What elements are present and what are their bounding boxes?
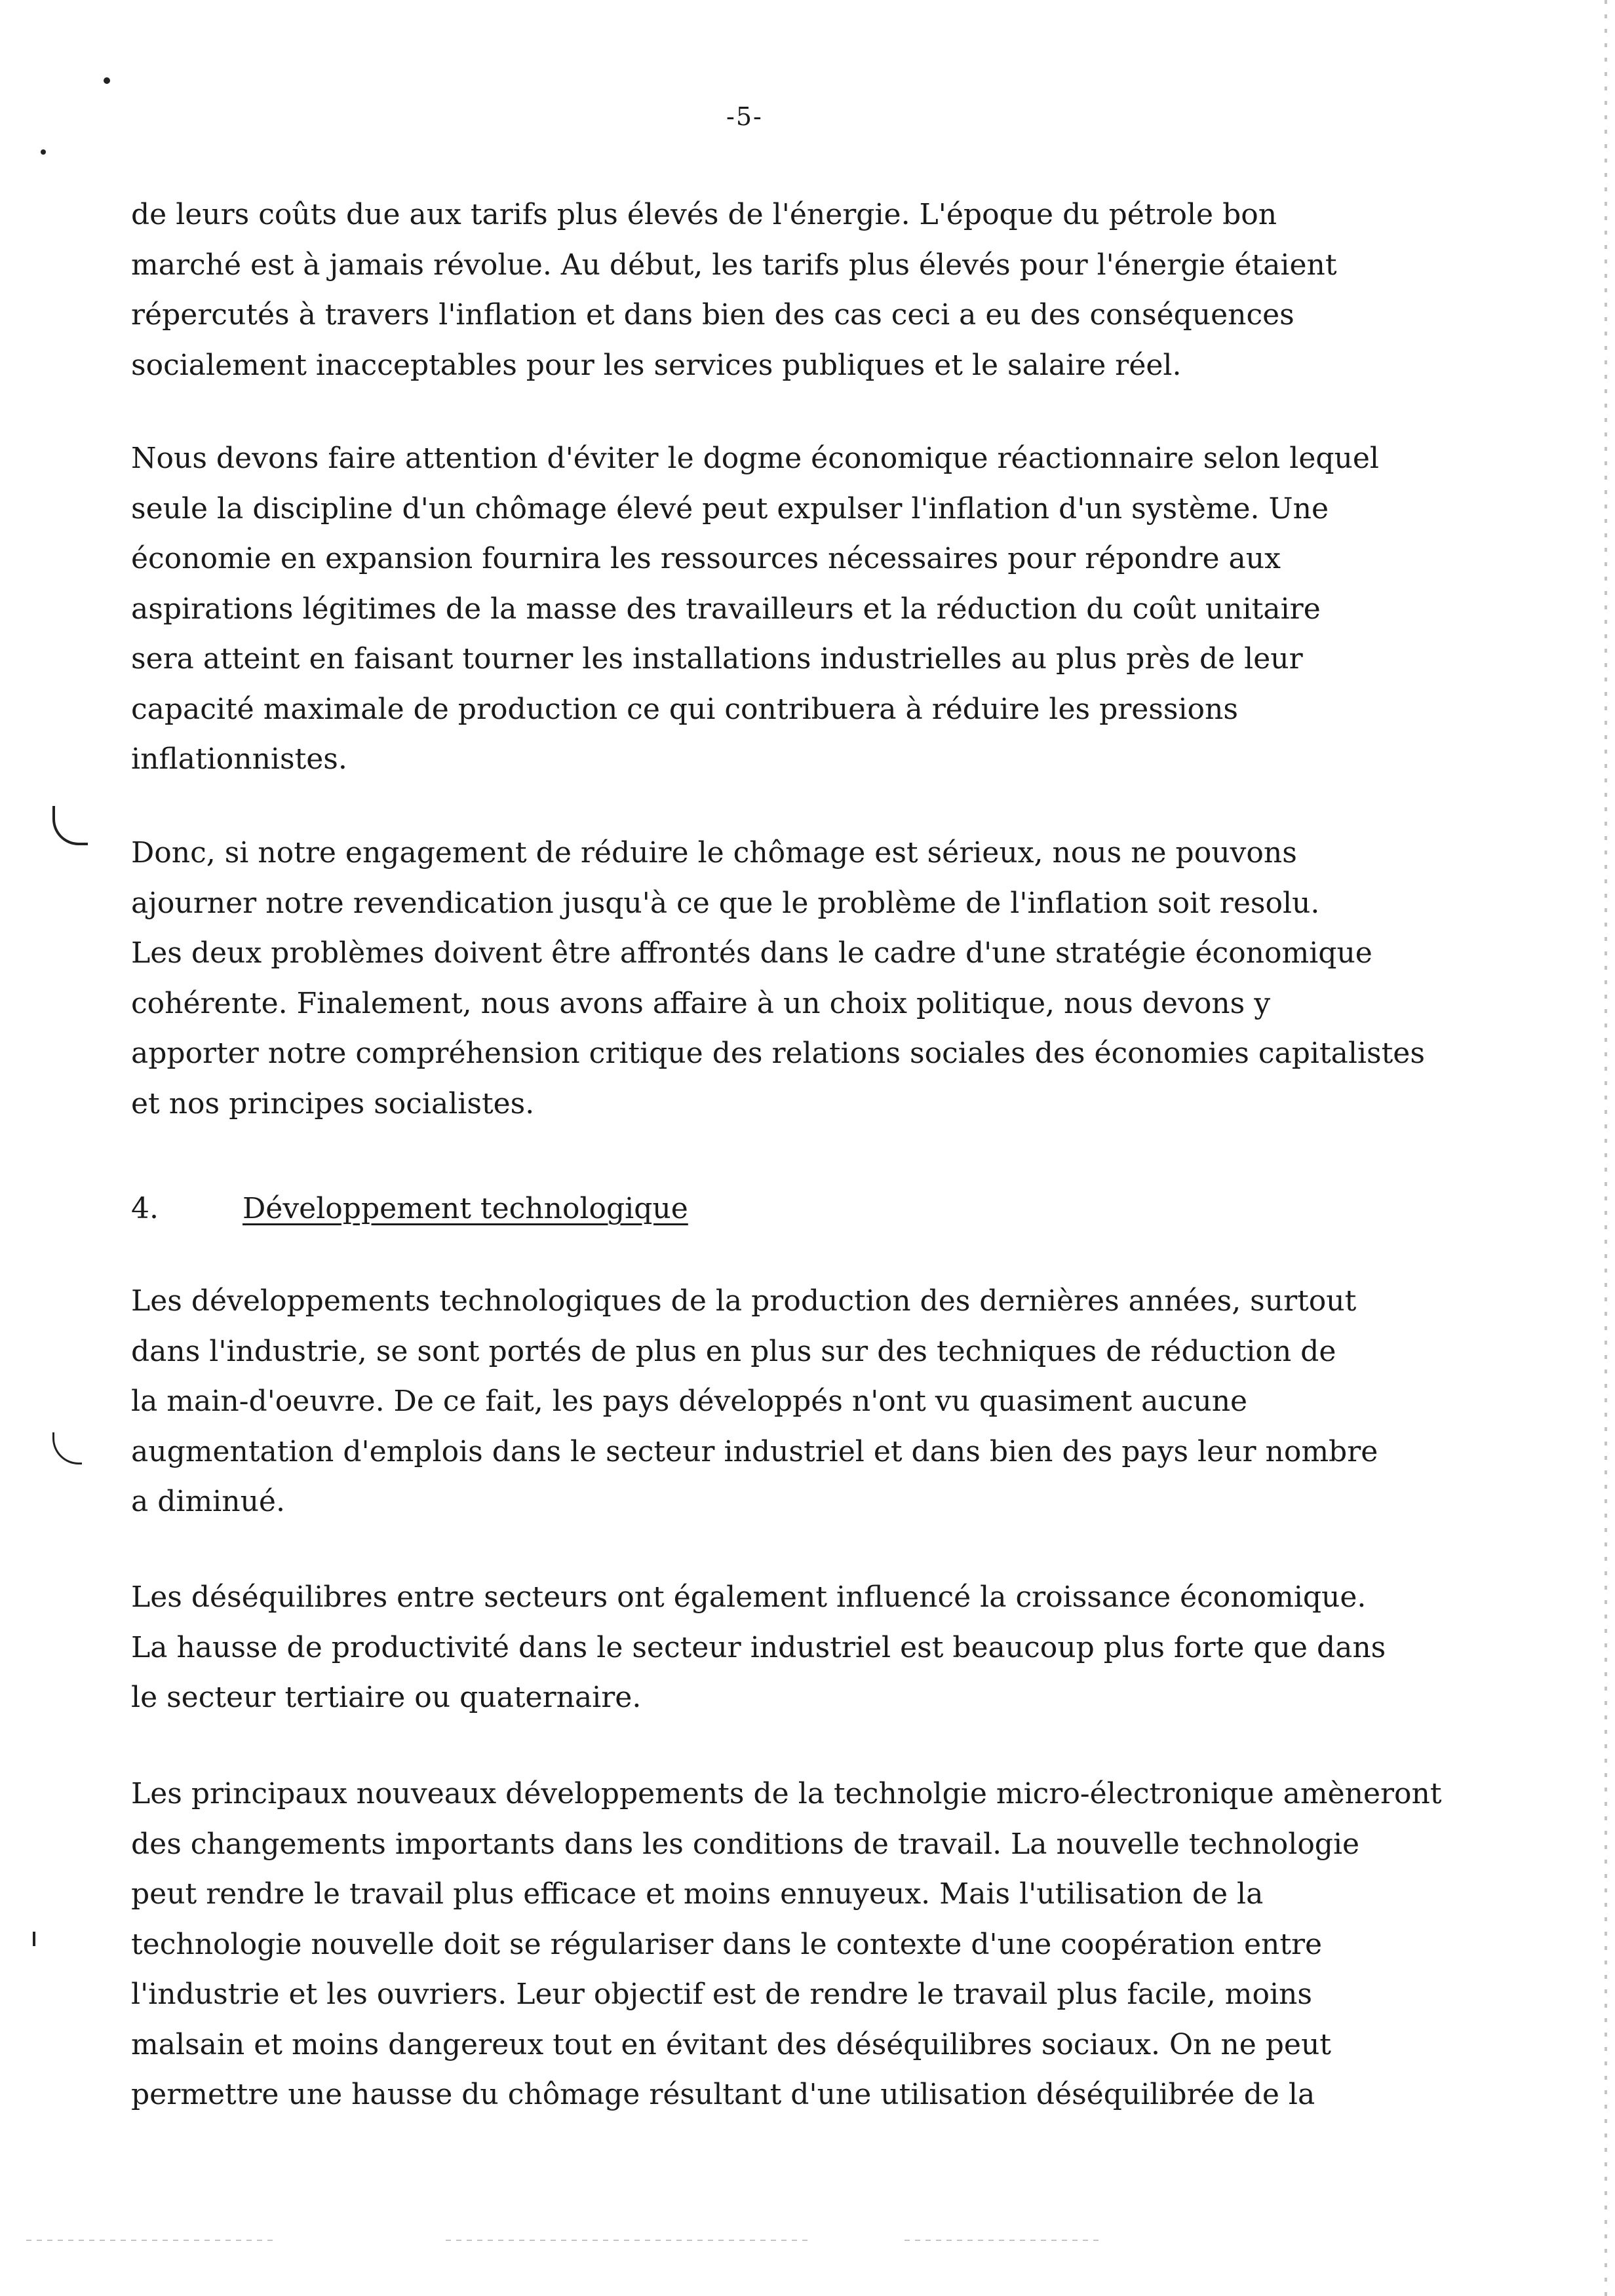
text-line: peut rendre le travail plus efficace et moins ennuyeux. Mais l'utilisation de la: [131, 1877, 1264, 1911]
scan-speck: [41, 149, 46, 155]
text-line: La hausse de productivité dans le secteur industriel est beaucoup plus forte que dans: [131, 1630, 1386, 1664]
text-line: de leurs coûts due aux tarifs plus élevés de l'énergie. L'époque du pétrole bon: [131, 198, 1277, 231]
paragraph-economic-dogma: [131, 434, 1494, 785]
page-number: -5-: [726, 102, 763, 131]
text-line: Donc, si notre engagement de réduire le chômage est sérieux, nous ne pouvons: [131, 836, 1297, 870]
text-line: l'industrie et les ouvriers. Leur objectif est de rendre le travail plus facile, moins: [131, 1978, 1312, 2011]
bottom-scan-noise: [26, 2240, 275, 2241]
text-line: économie en expansion fournira les ressources nécessaires pour répondre aux: [131, 542, 1281, 575]
scan-speck: [104, 77, 110, 84]
text-line: marché est à jamais révolue. Au début, les tarifs plus élevés pour l'énergie étaient: [131, 248, 1337, 282]
text-line: Les développements technologiques de la production des dernières années, surtout: [131, 1284, 1357, 1318]
text-line: aspirations légitimes de la masse des travailleurs et la réduction du coût unitaire: [131, 592, 1321, 626]
text-line: dans l'industrie, se sont portés de plus en plus sur des techniques de réduction de: [131, 1334, 1336, 1368]
paragraph-microelectronics: [131, 1769, 1494, 2120]
margin-mark: [52, 806, 88, 845]
section-heading: [131, 1189, 688, 1229]
text-line: capacité maximale de production ce qui contribuera à réduire les pressions: [131, 692, 1238, 726]
text-line: cohérente. Finalement, nous avons affaire à un choix politique, nous devons y: [131, 986, 1271, 1020]
text-line: Les déséquilibres entre secteurs ont également influencé la croissance économique.: [131, 1580, 1367, 1614]
text-line: inflationnistes.: [131, 742, 347, 776]
bottom-scan-noise: [905, 2240, 1101, 2241]
text-line: Les principaux nouveaux développements de la technolgie micro-électronique amèneront: [131, 1777, 1442, 1810]
section-title: Développement technologique: [243, 1192, 688, 1225]
right-margin-shadow: [1605, 0, 1607, 2296]
text-line: apporter notre compréhension critique des relations sociales des économies capitalistes: [131, 1037, 1425, 1070]
text-line: répercutés à travers l'inflation et dans bien des cas ceci a eu des conséquences: [131, 298, 1294, 332]
text-line: a diminué.: [131, 1485, 285, 1518]
text-line: seule la discipline d'un chômage élevé peut expulser l'inflation d'un système. Une: [131, 491, 1329, 526]
text-line: socialement inacceptables pour les services publiques et le salaire réel.: [131, 348, 1182, 382]
text-line: sera atteint en faisant tourner les installations industrielles au plus près de leur: [131, 642, 1303, 676]
text-line: le secteur tertiaire ou quaternaire.: [131, 1681, 642, 1714]
text-line: technologie nouvelle doit se régulariser dans le contexte d'une coopération entre: [131, 1927, 1323, 1961]
scan-speck: [33, 1932, 35, 1946]
text-line: des changements importants dans les conditions de travail. La nouvelle technologie: [131, 1827, 1360, 1861]
paragraph-unemployment-commitment: [131, 828, 1494, 1129]
text-line: et nos principes socialistes.: [131, 1086, 535, 1120]
text-line: Les deux problèmes doivent être affrontés dans le cadre d'une stratégie économique: [131, 936, 1372, 970]
text-line: la main-d'oeuvre. De ce fait, les pays développés n'ont vu quasiment aucune: [131, 1385, 1248, 1418]
paragraph-technological-developments: [131, 1276, 1494, 1527]
text-line: ajourner notre revendication jusqu'à ce que le problème de l'inflation soit resolu.: [131, 886, 1320, 920]
bottom-scan-noise: [446, 2240, 813, 2241]
text-line: malsain et moins dangereux tout en évitant des déséquilibres sociaux. On ne peut: [131, 2027, 1331, 2061]
section-number: 4.: [131, 1192, 159, 1225]
text-line: permettre une hausse du chômage résultant d'une utilisation déséquilibrée de la: [131, 2078, 1315, 2111]
text-line: augmentation d'emplois dans le secteur industriel et dans bien des pays leur nombre: [131, 1434, 1378, 1468]
paragraph-sector-imbalances: [131, 1573, 1494, 1723]
text-line: Nous devons faire attention d'éviter le dogme économique réactionnaire selon lequel: [131, 442, 1379, 475]
paragraph-energy-costs: [131, 190, 1494, 391]
margin-mark: [52, 1432, 82, 1464]
